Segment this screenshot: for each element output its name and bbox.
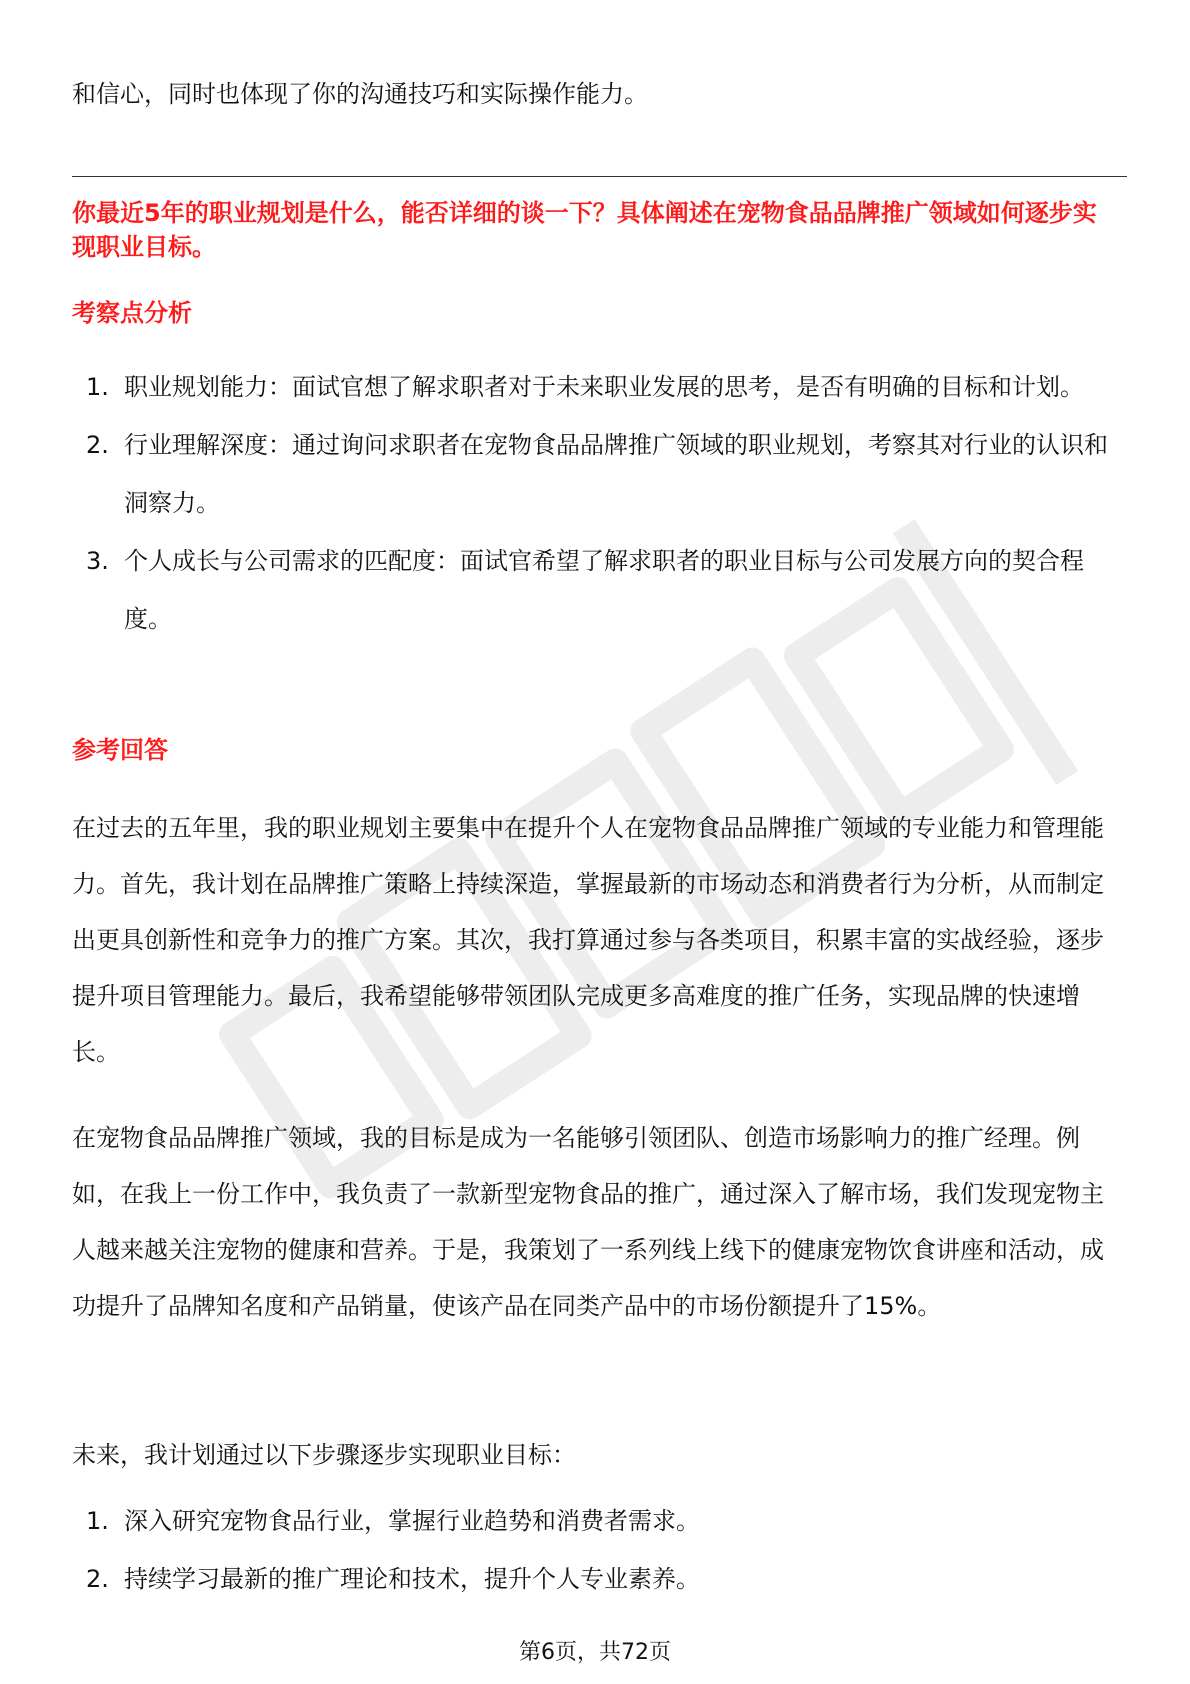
section-divider (72, 176, 1127, 177)
answer-heading: 参考回答 (72, 736, 168, 764)
list-item: 1. 职业规划能力：面试官想了解求职者对于未来职业发展的思考，是否有明确的目标和计划。 (86, 373, 1084, 401)
steps-list (72, 1492, 1122, 1608)
answer-paragraph: 在过去的五年里，我的职业规划主要集中在提升个人在宠物食品品牌推广领域的专业能力和管理能力。首先，我计划在品牌推广策略上持续深造，掌握最新的市场动态和消费者行为分析，从而制定出更具创新性和竞争力的推广方案。其次，我打算通过参与各类项目，积累丰富的实战经验，逐步提升项目管理能力。最后，我希望能够带领团队完成更多高难度的推广任务，实现品牌的快速增长。 (72, 814, 1104, 1066)
analysis-heading: 考察点分析 (72, 299, 192, 327)
intro-paragraph: 和信心，同时也体现了你的沟通技巧和实际操作能力。 (72, 80, 648, 108)
question-heading: 你最近5年的职业规划是什么，能否详细的谈一下？具体阐述在宠物食品品牌推广领域如何逐步实现职业目标。 (72, 199, 1097, 261)
answer-paragraph: 在宠物食品品牌推广领域，我的目标是成为一名能够引领团队、创造市场影响力的推广经理。例如，在我上一份工作中，我负责了一款新型宠物食品的推广，通过深入了解市场，我们发现宠物主人越来越关注宠物的健康和营养。于是，我策划了一系列线上线下的健康宠物饮食讲座和活动，成功提升了品牌知名度和产品销量，使该产品在同类产品中的市场份额提升了15%。 (72, 1124, 1104, 1320)
list-item: 2. 行业理解深度：通过询问求职者在宠物食品品牌推广领域的职业规划，考察其对行业的认识和洞察力。 (86, 431, 1108, 517)
list-item: 1. 深入研究宠物食品行业，掌握行业趋势和消费者需求。 (86, 1507, 700, 1535)
list-item: 2. 持续学习最新的推广理论和技术，提升个人专业素养。 (86, 1565, 700, 1593)
answer-paragraph: 未来，我计划通过以下步骤逐步实现职业目标： (72, 1441, 576, 1469)
page-number: 第6页，共72页 (519, 1640, 671, 1665)
list-item: 3. 个人成长与公司需求的匹配度：面试官希望了解求职者的职业目标与公司发展方向的契合程度。 (86, 547, 1084, 633)
analysis-list (72, 358, 1122, 648)
